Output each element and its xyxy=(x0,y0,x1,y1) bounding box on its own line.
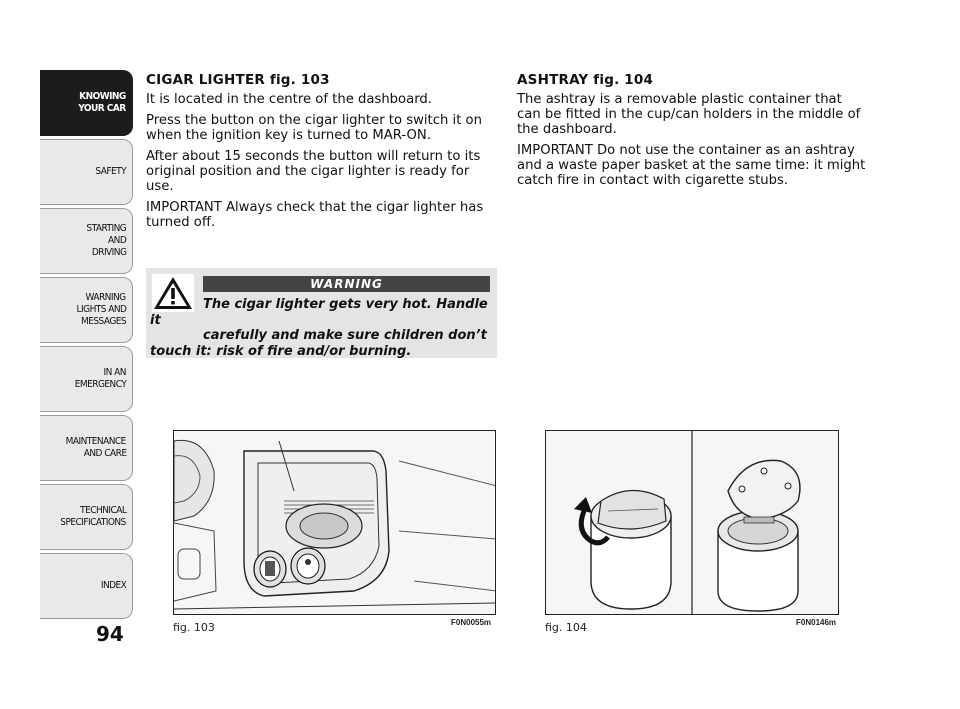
warning-message xyxy=(150,297,492,359)
tab-label: EMERGENCY xyxy=(74,379,126,390)
tab-warning-lights-and-messages[interactable] xyxy=(40,277,133,343)
section-title: CIGAR LIGHTER fig. 103 xyxy=(146,72,330,88)
warning-box xyxy=(146,268,497,358)
tab-label: AND CARE xyxy=(83,448,126,459)
tab-technical-specifications[interactable] xyxy=(40,484,133,550)
cigar-lighter-section xyxy=(146,73,498,236)
paragraph: It is located in the centre of the dashboard. xyxy=(146,92,432,107)
tab-label: INDEX xyxy=(100,580,126,591)
tab-label: WARNING xyxy=(85,292,126,303)
tab-knowing-your-car[interactable] xyxy=(40,70,133,136)
tab-label: MAINTENANCE xyxy=(65,436,126,447)
tab-index[interactable] xyxy=(40,553,133,619)
figure-103-illustration xyxy=(173,430,496,615)
paragraph: IMPORTANT Always check that the cigar lighter has turned off. xyxy=(146,200,484,230)
warning-label: WARNING xyxy=(203,276,490,292)
warning-line: carefully and make sure children don’t xyxy=(203,328,487,343)
tab-starting-and-driving[interactable] xyxy=(40,208,133,274)
paragraph: IMPORTANT Do not use the container as an ashtray and a waste paper basket at the same time: it might catch fire in contact with cigarette stubs. xyxy=(517,143,866,188)
tab-label: IN AN xyxy=(103,367,126,378)
tab-label: YOUR CAR xyxy=(78,103,126,114)
tab-label: DRIVING xyxy=(91,247,126,258)
tab-label: MESSAGES xyxy=(80,316,126,327)
tab-label: STARTING xyxy=(86,223,126,234)
paragraph: Press the button on the cigar lighter to switch it on when the ignition key is turned to MAR-ON. xyxy=(146,113,482,143)
ashtray-drawing xyxy=(546,431,839,615)
warning-line: The cigar lighter gets very hot. Handle it xyxy=(150,297,488,328)
figure-103-code: F0N0055m xyxy=(451,618,492,627)
section-title: ASHTRAY fig. 104 xyxy=(517,72,654,88)
figure-103-caption: fig. 103 xyxy=(173,621,215,634)
tab-safety[interactable] xyxy=(40,139,133,205)
warning-line: touch it: risk of fire and/or burning. xyxy=(150,343,412,359)
tab-in-an-emergency[interactable] xyxy=(40,346,133,412)
tab-label: KNOWING xyxy=(79,91,126,102)
page-number: 94 xyxy=(96,622,124,646)
figure-104-caption: fig. 104 xyxy=(545,621,587,634)
ashtray-section xyxy=(517,73,869,194)
figure-104-code: F0N0146m xyxy=(796,618,837,627)
figure-104-illustration xyxy=(545,430,839,615)
tab-label: SPECIFICATIONS xyxy=(60,517,126,528)
paragraph: The ashtray is a removable plastic container that can be fitted in the cup/can holders in the middle of the dashboard. xyxy=(517,92,861,137)
tab-label: SAFETY xyxy=(95,166,126,177)
tab-label: TECHNICAL xyxy=(79,505,126,516)
tab-label: LIGHTS AND xyxy=(76,304,126,315)
tab-label: AND xyxy=(107,235,126,246)
paragraph: After about 15 seconds the button will return to its original position and the cigar lighter is ready for use. xyxy=(146,149,481,194)
dashboard-lighter-drawing xyxy=(174,431,496,615)
tab-maintenance-and-care[interactable] xyxy=(40,415,133,481)
